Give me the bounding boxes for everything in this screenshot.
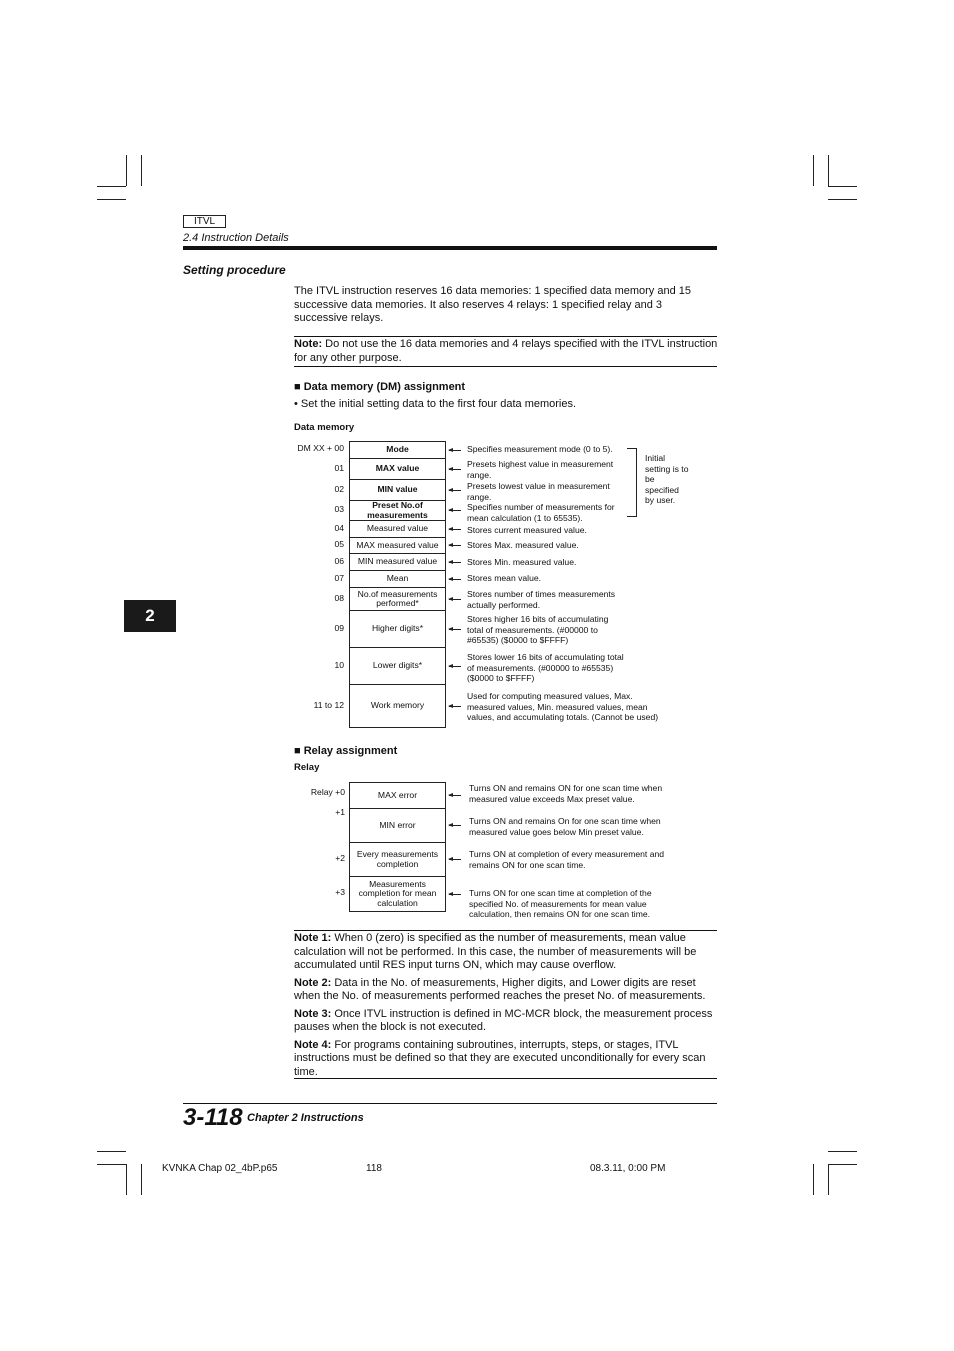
crop-mark bbox=[97, 1164, 126, 1165]
dm-address: 08 bbox=[334, 592, 344, 603]
note-label: Note: bbox=[294, 338, 323, 350]
dm-bullet: • Set the initial setting data to the first four data memories. bbox=[294, 398, 577, 410]
dm-address: DM XX + 00 bbox=[297, 443, 344, 453]
crop-mark bbox=[828, 155, 829, 186]
arrow-icon bbox=[449, 599, 461, 600]
footer-chapter: Chapter 2 Instructions bbox=[247, 1112, 364, 1124]
crop-mark bbox=[828, 1151, 857, 1152]
dm-address: 11 to 12 bbox=[313, 699, 344, 710]
dm-description: Stores Min. measured value. bbox=[467, 557, 577, 567]
relay-address: +1 bbox=[335, 807, 345, 817]
relay-cell: MAX error bbox=[349, 782, 446, 809]
note-text: For programs containing subroutines, interrupts, steps, or stages, ITVL instructions must be defined so that they are executed unconditionally for every scan time. bbox=[294, 1038, 706, 1078]
initial-setting-bracket bbox=[627, 448, 637, 517]
bracket-note: Initial setting is to be specified by user. bbox=[645, 453, 689, 505]
dm-section-title: ■ Data memory (DM) assignment bbox=[294, 381, 466, 393]
footer-rule bbox=[183, 1103, 717, 1104]
note-label: Note 1: bbox=[294, 932, 332, 944]
arrow-icon bbox=[449, 706, 461, 707]
dm-cell: Lower digits* bbox=[349, 647, 446, 685]
crop-mark bbox=[828, 199, 857, 200]
dm-description: Stores mean value. bbox=[467, 573, 542, 583]
dm-description: Stores current measured value. bbox=[467, 525, 587, 535]
arrow-icon bbox=[449, 510, 461, 511]
note-item bbox=[294, 977, 718, 1004]
dm-description: Stores lower 16 bits of accumulating total of measurements. (#00000 to #65535)($0000 to $FFFF) bbox=[467, 652, 624, 683]
note-text: Data in the No. of measurements, Higher digits, and Lower digits are reset when the No. of measurements performed reaches the preset No. of measurements. bbox=[294, 976, 706, 1002]
dm-cell: No.of measurements performed* bbox=[349, 587, 446, 611]
note-top bbox=[294, 338, 718, 365]
relay-description: Turns ON and remains On for one scan time when measured value goes below Min preset value. bbox=[469, 816, 661, 837]
relay-cell: Every measurements completion bbox=[349, 842, 446, 877]
arrow-icon bbox=[449, 545, 461, 546]
crop-mark bbox=[126, 155, 127, 186]
arrow-icon bbox=[449, 795, 461, 796]
arrow-icon bbox=[449, 859, 461, 860]
relay-caption: Relay bbox=[294, 762, 320, 773]
note-label: Note 2: bbox=[294, 976, 332, 989]
print-file: KVNKA Chap 02_4bP.p65 bbox=[162, 1163, 278, 1174]
relay-description: Turns ON and remains ON for one scan time when measured value exceeds Max preset value. bbox=[469, 783, 663, 804]
arrow-icon bbox=[449, 825, 461, 826]
note-item bbox=[294, 932, 718, 973]
arrow-icon bbox=[449, 579, 461, 580]
note-text: When 0 (zero) is specified as the number of measurements, mean value calculation will not be performed. In this case, the number of measurements will be accumulated until RES input turns ON, which may cause overflow. bbox=[294, 932, 697, 971]
dm-address: 09 bbox=[334, 622, 344, 633]
note-item bbox=[294, 1008, 718, 1035]
dm-description: Specifies number of measurements for mean calculation (1 to 65535). bbox=[467, 502, 615, 523]
note-text: Once ITVL instruction is defined in MC-MCR block, the measurement process pauses when the block is not executed. bbox=[294, 1007, 713, 1033]
relay-address: +2 bbox=[335, 853, 345, 863]
relay-description: Turns ON at completion of every measurement and remains ON for one scan time. bbox=[469, 849, 665, 870]
relay-cell: Measurements completion for mean calculation bbox=[349, 876, 446, 912]
dm-cell: MAX value bbox=[349, 458, 446, 480]
relay-address: +3 bbox=[335, 887, 345, 897]
print-date: 08.3.11, 0:00 PM bbox=[590, 1163, 666, 1174]
instruction-tag: ITVL bbox=[183, 215, 226, 228]
dm-cell: Work memory bbox=[349, 684, 446, 728]
dm-cell: Measured value bbox=[349, 520, 446, 538]
arrow-icon bbox=[449, 490, 461, 491]
dm-description: Presets highest value in measurement range. bbox=[467, 459, 614, 480]
dm-description: Stores higher 16 bits of accumulating total of measurements. (#00000 to #65535) ($0000 to $FFFF) bbox=[467, 614, 609, 645]
notes-rule-top bbox=[294, 930, 717, 931]
crop-mark bbox=[828, 1164, 829, 1195]
dm-address: 04 bbox=[334, 522, 344, 533]
dm-address: 02 bbox=[334, 483, 344, 494]
dm-cell: Higher digits* bbox=[349, 610, 446, 648]
dm-address: 10 bbox=[334, 659, 344, 670]
relay-section-title: ■ Relay assignment bbox=[294, 745, 398, 757]
dm-cell: Mean bbox=[349, 570, 446, 588]
intro-paragraph: The ITVL instruction reserves 16 data memories: 1 specified data memory and 15 successive data memories. It also reserves 4 relays: 1 specified relay and 3 successive relays. bbox=[294, 285, 692, 324]
arrow-icon bbox=[449, 562, 461, 563]
crop-mark bbox=[126, 1164, 127, 1195]
notes-block bbox=[294, 932, 718, 1083]
note-label: Note 4: bbox=[294, 1038, 332, 1051]
crop-mark bbox=[97, 186, 126, 187]
arrow-icon bbox=[449, 666, 461, 667]
dm-description: Used for computing measured values, Max. measured values, Min. measured values, mean values, and accumulating totals. (Cannot be used) bbox=[467, 691, 659, 722]
dm-description: Stores number of times measurements actually performed. bbox=[467, 589, 616, 610]
crop-mark bbox=[813, 155, 814, 186]
crop-mark bbox=[813, 1164, 814, 1195]
arrow-icon bbox=[449, 450, 461, 451]
arrow-icon bbox=[449, 529, 461, 530]
notes-rule-bottom bbox=[294, 1078, 717, 1079]
dm-description: Stores Max. measured value. bbox=[467, 540, 579, 550]
page-number: 3-118 bbox=[183, 1104, 243, 1131]
note-text: Do not use the 16 data memories and 4 relays specified with the ITVL instruction for any other purpose. bbox=[294, 338, 718, 364]
header-rule bbox=[183, 246, 717, 250]
dm-address: 07 bbox=[334, 572, 344, 583]
section-title: 2.4 Instruction Details bbox=[183, 232, 289, 244]
dm-caption: Data memory bbox=[294, 422, 355, 433]
arrow-icon bbox=[449, 629, 461, 630]
dm-address: 03 bbox=[334, 504, 344, 514]
crop-mark bbox=[141, 1164, 142, 1195]
note-item bbox=[294, 1039, 718, 1080]
crop-mark bbox=[828, 1164, 857, 1165]
dm-cell: MIN measured value bbox=[349, 553, 446, 571]
chapter-tab: 2 bbox=[124, 600, 176, 632]
arrow-icon bbox=[449, 894, 461, 895]
dm-cell: MAX measured value bbox=[349, 537, 446, 554]
crop-mark bbox=[828, 186, 857, 187]
relay-address: Relay +0 bbox=[310, 787, 345, 797]
relay-cell: MIN error bbox=[349, 808, 446, 843]
dm-description: Presets lowest value in measurement range. bbox=[467, 481, 610, 502]
dm-cell: Mode bbox=[349, 441, 446, 459]
page-heading: Setting procedure bbox=[183, 263, 286, 277]
dm-address: 05 bbox=[334, 539, 344, 549]
note-rule-top bbox=[294, 336, 717, 337]
dm-description: Specifies measurement mode (0 to 5). bbox=[467, 444, 613, 454]
note-label: Note 3: bbox=[294, 1007, 332, 1020]
arrow-icon bbox=[449, 469, 461, 470]
print-page: 118 bbox=[366, 1163, 382, 1174]
dm-address: 06 bbox=[334, 555, 344, 566]
relay-description: Turns ON for one scan time at completion of the specified No. of measurements for mean value calculation, then remains ON for one scan time. bbox=[469, 888, 652, 919]
dm-cell: Preset No.of measurements bbox=[349, 500, 446, 521]
crop-mark bbox=[97, 1151, 126, 1152]
dm-address: 01 bbox=[334, 462, 344, 473]
crop-mark bbox=[97, 199, 126, 200]
crop-mark bbox=[141, 155, 142, 186]
dm-cell: MIN value bbox=[349, 479, 446, 501]
note-rule-bottom bbox=[294, 366, 717, 367]
